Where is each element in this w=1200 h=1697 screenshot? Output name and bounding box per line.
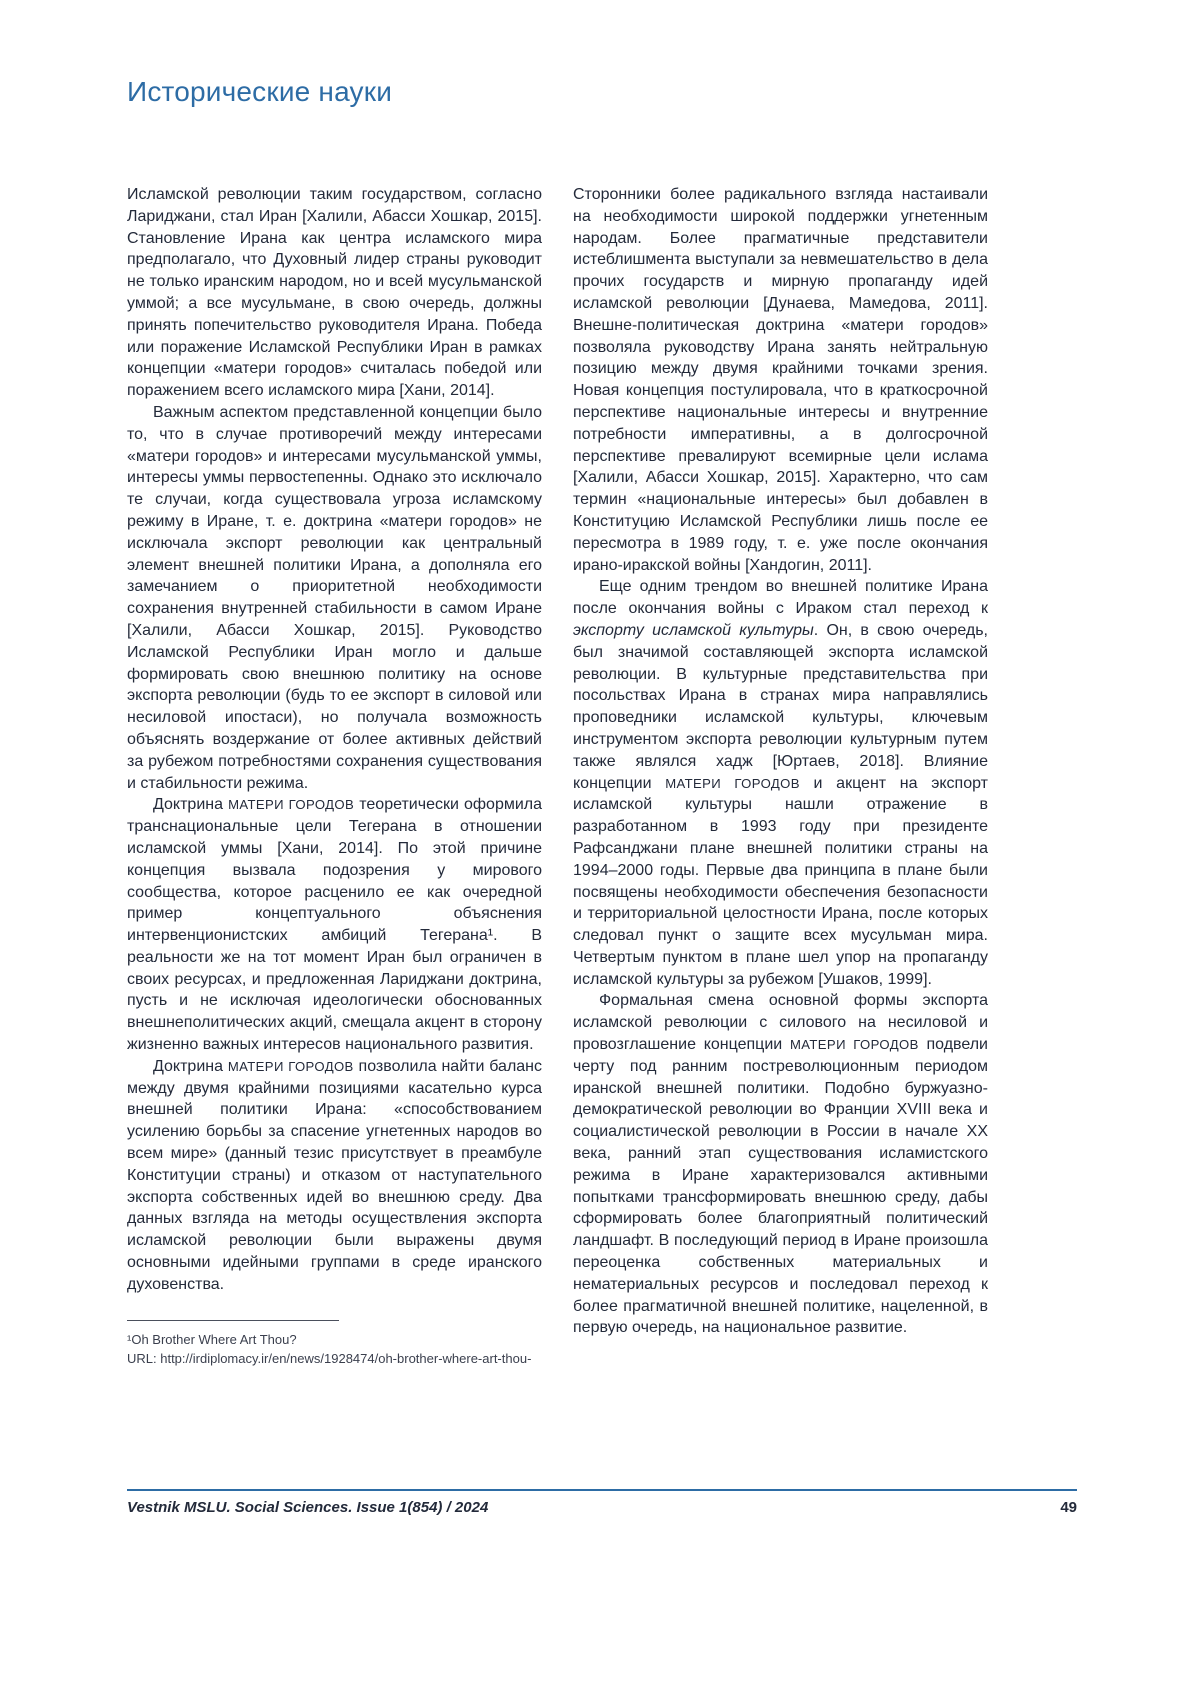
paragraph: Исламской революции таким государством, согласно Лариджани, стал Иран [Халили, Абасси Хошкар, 2015]. Становление Ирана как центра исламского мира предполагало, что Духовный лидер страны руководит не только иранским народом, но и всей мусульманской уммой; а все мусульмане, в свою очередь, должны принять попечительство руководителя Ирана. Победа или поражение Исламской Республики Иран в рамках концепции «матери городов» считалась победой или поражением всего исламского мира [Хани, 2014]. <box>127 186 542 400</box>
left-column-paragraphs <box>127 184 542 1296</box>
footer-page-number: 49 <box>1060 1499 1077 1516</box>
footnote-divider <box>127 1320 339 1321</box>
paragraph: Сторонники более радикального взгляда настаивали на необходимости широкой поддержки угнетенным народам. Более прагматичные представители истеблишмента выступали за невмешательство в дела прочих государств и мирную пропаганду идей исламской революции [Дунаева, Мамедова, 2011]. Внешне-политическая доктрина «матери городов» позволяла руководству Ирана занять нейтральную позицию между двумя крайними точками зрения. Новая концепция постулировала, что в краткосрочной перспективе национальные интересы и внутренние потребности императивны, а в долгосрочной перспективе превалируют всемирные цели ислама [Халили, Абасси Хошкар, 2015]. Характерно, что сам термин «национальные интересы» был добавлен в Конституцию Исламской Республики лишь после ее пересмотра в 1989 году, т. е. уже после окончания ирано-иракской войны [Хандогин, 2011]. <box>573 186 988 574</box>
section-title: Исторические науки <box>127 76 393 107</box>
article-body <box>127 184 988 1368</box>
paragraph: Формальная смена основной формы экспорта исламской революции с силового на несиловой и провозглашение концепции МАТЕРИ ГОРОДОВ подвели черту под ранним постреволюционным периодом иранской внешней политики. Подобно буржуазно-демократической революции во Франции XVIII века и социалистической революции в России в начале XX века, ранний этап существования исламистского режима в Иране характеризовался активными попытками трансформировать внешнюю среду, дабы сформировать более благоприятный политический ландшафт. В последующий период в Иране произошла переоценка собственных материальных и нематериальных ресурсов и последовал переход к более прагматичной внешней политике, нацеленной, в первую очередь, на национальное развитие. <box>573 992 988 1337</box>
paragraph: Доктрина МАТЕРИ ГОРОДОВ теоретически оформила транснациональные цели Тегерана в отношении исламской уммы [Хани, 2014]. По этой причине концепция вызвала подозрения у мирового сообщества, которое расценило ее как очередной пример концептуального объяснения интервенционистских амбиций Тегерана¹. В реальности же на тот момент Иран был ограничен в своих ресурсах, и предложенная Лариджани доктрина, пусть и не исключая идеологически обоснованных внешнеполитических акций, смещала акцент в сторону жизненно важных интересов национального развития. <box>127 796 543 1054</box>
paragraph: Еще одним трендом во внешней политике Ирана после окончания войны с Ираком стал переход к экспорту исламской культуры. Он, в свою очередь, был значимой составляющей экспорта исламской революции. В культурные представительства при посольствах Ирана в странах мира направлялись проповедники исламской культуры, ключевым инструментом экспорта революции культурным путем также являлся хадж [Юртаев, 2018]. Влияние концепции МАТЕРИ ГОРОДОВ и акцент на экспорт исламской культуры нашли отражение в разработанном в 1993 году при президенте Рафсанджани плане внешней политики страны на 1994–2000 годы. Первые два принципа в плане были посвящены необходимости обеспечения безопасности и территориальной целостности Ирана, после которых следовал пункт о защите всех мусульман мира. Четвертым пунктом в плане шел упор на пропаганду исламской культуры за рубежом [Ушаков, 1999]. <box>573 578 988 988</box>
footnote-reference: ¹Oh Brother Where Art Thou? <box>127 1331 297 1347</box>
right-column <box>573 184 988 1368</box>
page-footer <box>127 1489 1077 1516</box>
right-column-paragraphs <box>573 184 988 1339</box>
paragraph: Важным аспектом представленной концепции было то, что в случае противоречий между интересами «матери городов» и интересами мусульманской уммы, интересы уммы первостепенны. Однако это исключало те случаи, когда существовала угроза исламскому режиму в Иране, т. е. доктрина «матери городов» не исключала экспорт революции как центральный элемент внешней политики Ирана, а дополняла его замечанием о приоритетной необходимости сохранения внутренней стабильности в самом Иране [Халили, Абасси Хошкар, 2015]. Руководство Исламской Республики Иран могло и дальше формировать свою внешнюю политику на основе экспорта революции (будь то ее экспорт в силовой или несиловой ипостаси), но получала возможность объяснять воздержание от более активных действий за рубежом потребностями сохранения существования и стабильности режима. <box>127 403 542 792</box>
paragraph: Доктрина МАТЕРИ ГОРОДОВ позволила найти баланс между двумя крайними позициями касательно курса внешней политики Ирана: «способствованием усилению борьбы за спасение угнетенных народов во всем мире» (данный тезис присутствует в преамбуле Конституции страны) и отказом от наступательного экспорта собственных идей во внешнюю среду. Два данных взгляда на методы осуществления экспорта исламской революции были выражены двумя основными идейными группами в среде иранского духовенства. <box>127 1057 543 1293</box>
footnote-url: URL: http://irdiplomacy.ir/en/news/1928474/oh-brother-where-art-thou- <box>127 1350 532 1366</box>
footnote <box>127 1320 542 1368</box>
left-column <box>127 184 542 1368</box>
footer-journal-info: Vestnik MSLU. Social Sciences. Issue 1(854) / 2024 <box>127 1499 489 1516</box>
